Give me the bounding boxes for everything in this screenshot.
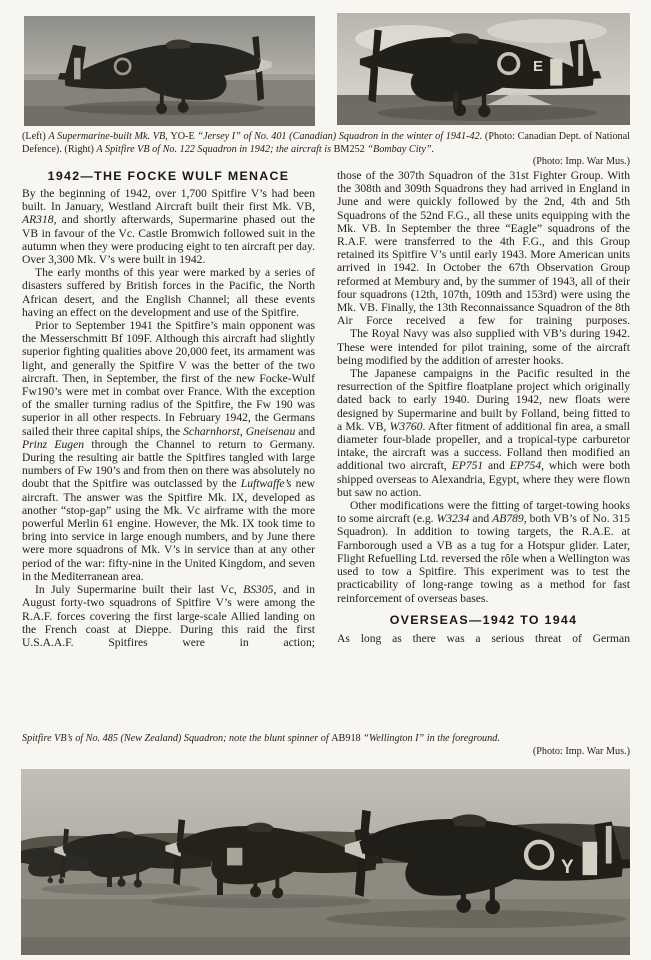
section-heading-overseas: OVERSEAS—1942 TO 1944 [389, 612, 578, 627]
aircraft-shadow [326, 910, 626, 928]
bottom-photo-caption [22, 733, 630, 758]
section-heading-1942: 1942—THE FOCKE WULF MENACE [47, 169, 290, 183]
aircraft-code-letter: Y [561, 857, 574, 878]
ground-crew-figure [217, 877, 223, 895]
paragraph: The Royal Navy was also supplied with VB’s during 1942. These were intended for pilot training, some of the aircraft being modified by the addition of arrester hooks. [337, 327, 630, 367]
ground-crew-figure [453, 97, 458, 109]
paragraph: The Japanese campaigns in the Pacific resulted in the resurrection of the Spitfire floatplane project which originally dated back to early 1940. During 1942, new floats were designed by Supermarine and built by Folland, being fitted to a Mk. VB, W3760. After fitment of additional fin area, a small diameter four-blade propeller, and a tropical-type carburetor intake, the aircraft was a success. Folland then modified an additional two aircraft, EP751 and EP754, which were both shipped overseas to Alexandria, Egypt, where they were flown but saw no action. [337, 367, 630, 499]
cloud [487, 19, 607, 43]
paragraph: By the beginning of 1942, over 1,700 Spitfire V’s had been built. In January, Westland Aircraft built their first Mk. VB, AR318, and shortly afterwards, Supermarine phased out the VB in favour of the Vc. Castle Bromwich followed suit in the autumn when they were producing eight to ten aircraft per day. Over 3,300 Mk. V’s were built in 1942. [22, 187, 315, 267]
fuselage-band [550, 59, 562, 86]
photo-spitfire-bombay-city [337, 13, 630, 125]
photo-spitfire-jersey-1 [24, 16, 315, 126]
fuselage-band [583, 842, 598, 875]
spitfire-photo-illustration [337, 13, 630, 125]
left-column [22, 169, 315, 649]
paragraph: The early months of this year were marked by a series of disasters suffered by British forces in the Pacific, the North African desert, and the English Channel; all these events having an effect on the development and use of the Spitfire. [22, 266, 315, 319]
top-photo-caption-text: (Left) A Supermarine-built Mk. VB, YO-E “Jersey I” of No. 401 (Canadian) Squadron in the winter of 1941-42. (Photo: Canadian Dept. of National Defence). (Right) A Spitfire VB of No. 122 Squadron in 1942; the aircraft is BM252 “Bombay City”. [22, 131, 630, 155]
spitfire-lineup-illustration [21, 769, 630, 955]
top-photo-caption [22, 131, 630, 169]
aircraft-code-letter: E [533, 58, 544, 75]
paragraph: Prior to September 1941 the Spitfire’s main opponent was the Messerschmitt Bf 109F. Although this aircraft had slightly superior fighting qualities above 20,000 feet, its armament was light, and generally the Spitfire V was the better of the two aircraft. Then, in September, the first of the new Focke-Wulf Fw190’s were met in combat over France. With the exception of the smaller turning radius of the Spitfire, the Fw 190 was superior in all other respects. In February 1942, the Germans sailed their three capital ships, the Scharnhorst, Gneisenau and Prinz Eugen through the Channel to return to Germany. During the resulting air battle the Spitfires tangled with large numbers of Fw 190’s and from then on there was absolutely no doubt that the Spitfire was outclassed by the Luftwaffe’s new aircraft. The answer was the Spitfire Mk. IX, developed as another “stop-gap” using the Mk. Vc airframe with the more powerful Merlin 61 engine. However, the Mk. IX took time to bring into service in large enough numbers, and by June there were more squadrons of Mk. V’s in service than at any other period of the war: fifty-nine in the United Kingdom, and seven in the Mediterranean area. [22, 319, 316, 583]
photo-spitfire-lineup-485-squadron [21, 769, 630, 955]
paragraph: those of the 307th Squadron of the 31st Fighter Group. With the 308th and 309th Squadrons they had arrived in England in June and were quickly followed by the 2nd, 4th and 5th Squadrons of the 52nd F.G., all these units equipping with the Mk. VB. In September the three “Eagle” squadrons of the R.A.F. were transferred to the 4th F.G., and this Group retained its Spitfire V’s until early 1943. More American units arrived in 1942. In October the 67th Observation Group reformed at Membury and, by the summer of 1943, all of their four squadrons (12th, 107th, 109th and 153rd) were using the Mk. VB. Finally, the 13th Reconnaissance Squadron of the 8th Air Force received a few for training purposes. [337, 169, 630, 328]
top-photo-credit: (Photo: Imp. War Mus.) [532, 156, 630, 168]
right-column [337, 169, 630, 649]
article-body [22, 169, 630, 649]
fin-flash [606, 826, 612, 864]
bottom-photo-caption-text: Spitfire VB’s of No. 485 (New Zealand) Squadron; note the blunt spinner of AB918 “Wellington I” in the foreground. [22, 733, 500, 744]
ground-crew-figure-head [453, 93, 458, 98]
code-letters-band [227, 848, 242, 866]
ground-crew-figure [107, 873, 112, 887]
bottom-photo-credit: (Photo: Imp. War Mus.) [532, 745, 630, 757]
spitfire-photo-illustration [24, 16, 315, 126]
ground-crew-figure-head [217, 871, 223, 877]
ground-crew-figure-head [107, 868, 112, 873]
paragraph: In July Supermarine built their last Vc, BS305, and in August forty-two squadrons of Spitfire V’s were among the R.A.F. forces covering the first large-scale Allied landing on the French coast at Dieppe. During this raid the first U.S.A.A.F. Spitfires were in action; [22, 583, 316, 649]
paragraph: As long as there was a serious threat of German [337, 631, 630, 645]
paragraph: Other modifications were the fitting of target-towing hooks to some aircraft (e.g. W3234 and AB789, both VB’s of No. 315 Squadron). In addition to towing targets, the R.A.E. at Farnborough used a VB as a tug for a Hotspur glider. Later, Flight Refuelling Ltd. reversed the rôle when a Wellington was used to tow a Spitfire. This experiment was to test the practicability of long-range towing as a method for fast reinforcement of overseas bases. [337, 499, 630, 605]
fin-flash [578, 44, 583, 76]
aircraft-shadow [151, 894, 371, 908]
